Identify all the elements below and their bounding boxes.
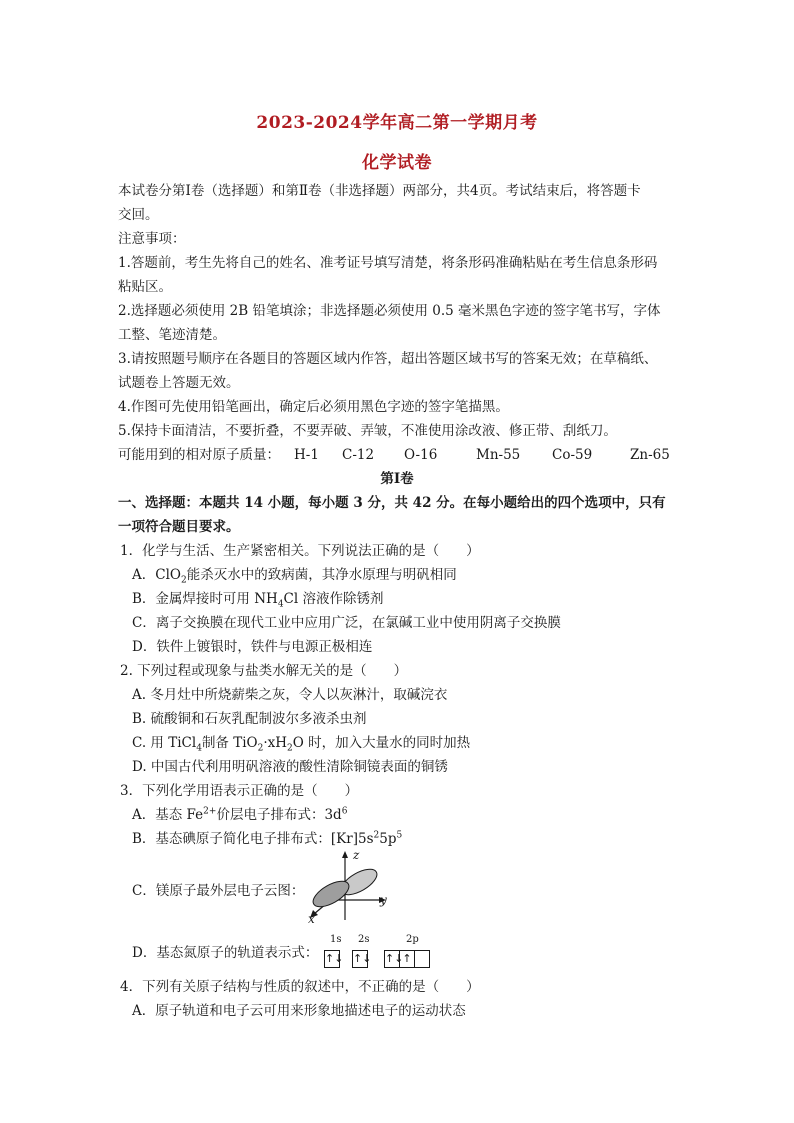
mass-o: O-16 bbox=[404, 447, 438, 463]
intro-line-2: 交回。 bbox=[118, 207, 159, 223]
orbital-box-2s: ↑↓ bbox=[352, 950, 368, 968]
orbital-label-2s: 2s bbox=[358, 934, 370, 945]
q3-option-a: A．基态 $Fe^{2+}$价层电子排布式：$3d^6$ bbox=[132, 806, 348, 823]
q1-option-d: D．铁件上镀银时，铁件与电源正极相连 bbox=[132, 639, 373, 655]
axis-x-label: x bbox=[308, 912, 315, 926]
q3-stem: 3．下列化学用语表示正确的是（ ） bbox=[120, 783, 359, 799]
q3-option-d: D．基态氮原子的轨道表示式： bbox=[132, 945, 319, 961]
axis-y-label: y bbox=[380, 893, 387, 907]
q3-option-b: B．基态碘原子简化电子排布式：$[Kr]5s^25p^5$ bbox=[132, 830, 403, 847]
q1-option-a: A．ClO$_2$能杀灭水中的致病菌，其净水原理与明矾相同 bbox=[132, 567, 457, 586]
q3-option-c: C．镁原子最外层电子云图： bbox=[132, 883, 305, 899]
mass-zn: Zn-65 bbox=[630, 447, 670, 463]
q2-option-d: D. 中国古代利用明矾溶液的酸性清除铜镜表面的铜锈 bbox=[132, 759, 448, 775]
q2-option-a: A. 冬月灶中所烧薪柴之灰，令人以灰淋汁，取碱浣衣 bbox=[132, 687, 448, 703]
note-5: 5.保持卡面清洁，不要折叠，不要弄破、弄皱，不准使用涂改液、修正带、刮纸刀。 bbox=[118, 423, 617, 439]
orbital-label-2p: 2p bbox=[406, 934, 419, 945]
q1-option-c: C．离子交换膜在现代工业中应用广泛，在氯碱工业中使用阴离子交换膜 bbox=[132, 615, 561, 631]
atomic-mass-label: 可能用到的相对原子质量： bbox=[118, 447, 280, 463]
exam-subject: 化学试卷 bbox=[362, 153, 432, 173]
intro-line-1: 本试卷分第Ⅰ卷（选择题）和第Ⅱ卷（非选择题）两部分，共4页。考试结束后，将答题卡 bbox=[118, 183, 641, 199]
mass-c: C-12 bbox=[342, 447, 375, 463]
orbital-box-2p-1: ↑↓ bbox=[384, 950, 400, 968]
mass-mn: Mn-55 bbox=[476, 447, 521, 463]
notes-heading: 注意事项： bbox=[118, 231, 186, 247]
note-2b: 工整、笔迹清楚。 bbox=[118, 327, 226, 343]
note-1a: 1.答题前，考生先将自己的姓名、准考证号填写清楚，将条形码准确粘贴在考生信息条形码 bbox=[118, 255, 658, 271]
part1-heading: 第Ⅰ卷 bbox=[380, 471, 414, 487]
exam-title: 2023-2024学年高二第一学期月考 bbox=[256, 113, 538, 133]
q4-stem: 4．下列有关原子结构与性质的叙述中，不正确的是（ ） bbox=[120, 979, 480, 995]
orbital-box-1s: ↑↓ bbox=[324, 950, 340, 968]
mass-h: H-1 bbox=[294, 447, 319, 463]
note-3b: 试题卷上答题无效。 bbox=[118, 375, 240, 391]
note-3a: 3.请按照题号顺序在各题目的答题区域内作答，超出答题区域书写的答案无效；在草稿纸、 bbox=[118, 351, 658, 367]
section-1-instructions-a: 一、选择题：本题共 14 小题，每小题 3 分，共 42 分。在每小题给出的四个选项中，只有 bbox=[118, 495, 666, 511]
q2-option-c: C. 用 TiCl$_4$制备 $TiO_2\cdot xH_2O$ 时，加入大量水的同时加热 bbox=[132, 735, 471, 754]
mass-co: Co-59 bbox=[552, 447, 593, 463]
q1-option-b: B．金属焊接时可用 $NH_4Cl$ 溶液作除锈剂 bbox=[132, 591, 384, 610]
axis-z-label: z bbox=[353, 848, 360, 862]
q1-stem: 1．化学与生活、生产紧密相关。下列说法正确的是（ ） bbox=[120, 543, 480, 559]
note-1b: 粘贴区。 bbox=[118, 279, 172, 295]
orbital-box-2p-2: ↑ bbox=[399, 950, 415, 968]
orbital-box-2p-3 bbox=[414, 950, 430, 968]
note-4: 4.作图可先使用铅笔画出，确定后必须用黑色字迹的签字笔描黑。 bbox=[118, 399, 509, 415]
orbital-label-1s: 1s bbox=[330, 934, 342, 945]
section-1-instructions-b: 一项符合题目要求。 bbox=[118, 519, 240, 535]
q4-option-a: A．原子轨道和电子云可用来形象地描述电子的运动状态 bbox=[132, 1003, 466, 1019]
note-2a: 2.选择题必须使用 2B 铅笔填涂；非选择题必须使用 0.5 毫米黑色字迹的签字笔书写，字体 bbox=[118, 303, 661, 319]
q2-option-b: B. 硫酸铜和石灰乳配制波尔多液杀虫剂 bbox=[132, 711, 367, 727]
q2-stem: 2. 下列过程或现象与盐类水解无关的是（ ） bbox=[120, 663, 408, 679]
